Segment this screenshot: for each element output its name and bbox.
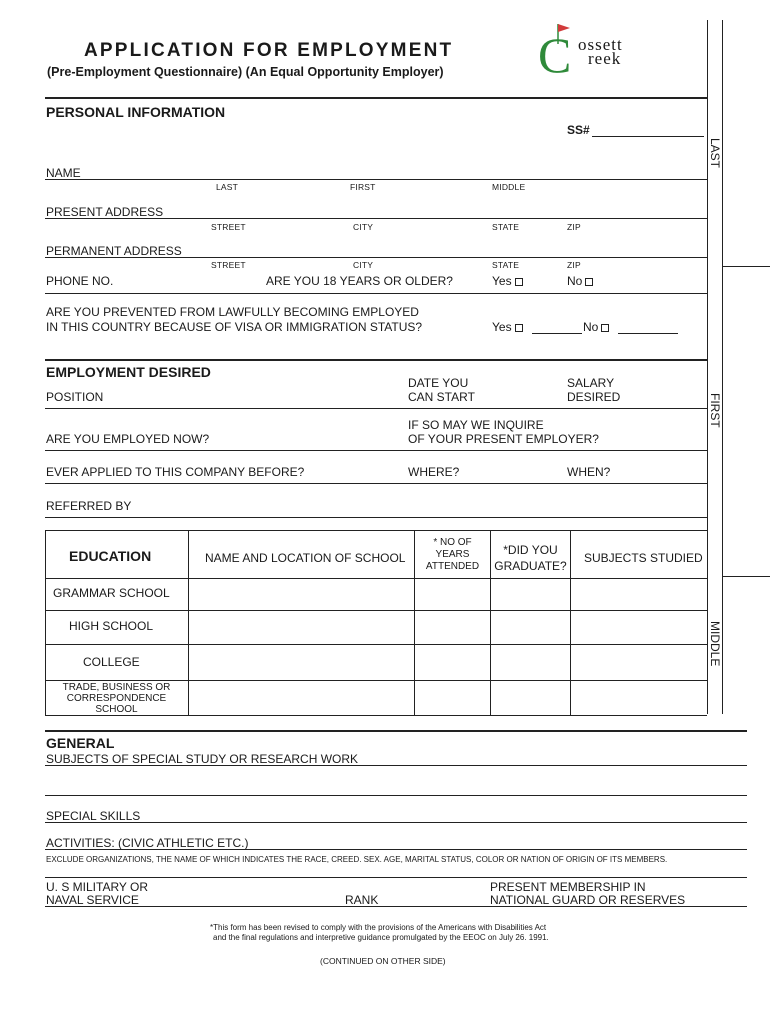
visa-no-field[interactable] xyxy=(618,333,678,334)
divider xyxy=(45,730,747,732)
position-label: POSITION xyxy=(46,390,104,404)
ss-label: SS# xyxy=(567,123,590,137)
present-sub-street: STREET xyxy=(211,222,246,232)
ss-field[interactable] xyxy=(592,136,704,137)
side-label-last: LAST xyxy=(708,138,722,169)
permanent-address-label: PERMANENT ADDRESS xyxy=(46,244,182,258)
name-field[interactable] xyxy=(45,179,707,180)
referred-by-field[interactable] xyxy=(45,517,707,518)
section-personal: PERSONAL INFORMATION xyxy=(46,104,226,120)
employed-now-label: ARE YOU EMPLOYED NOW? xyxy=(46,432,210,446)
inquire-label-2: OF YOUR PRESENT EMPLOYER? xyxy=(408,432,599,446)
continued-note: (CONTINUED ON OTHER SIDE) xyxy=(320,956,446,966)
present-sub-city: CITY xyxy=(353,222,374,232)
logo-big-c: C xyxy=(538,27,572,83)
age-yes-option[interactable] xyxy=(492,274,523,288)
visa-question-line2: IN THIS COUNTRY BECAUSE OF VISA OR IMMIGRATION STATUS? xyxy=(46,320,423,334)
company-logo xyxy=(538,20,668,82)
logo-line1: ossett xyxy=(578,35,623,54)
age-no-option[interactable] xyxy=(567,274,593,288)
col-subjects-header: SUBJECTS STUDIED xyxy=(584,551,703,565)
section-employment: EMPLOYMENT DESIRED xyxy=(46,364,211,380)
table-border xyxy=(45,715,707,716)
military-label-1: U. S MILITARY OR xyxy=(46,880,149,894)
permanent-sub-city: CITY xyxy=(353,260,374,270)
special-skills-field[interactable] xyxy=(45,822,747,823)
table-border xyxy=(570,530,571,716)
education-table xyxy=(45,530,707,716)
form-subtitle: (Pre-Employment Questionnaire) (An Equal Opportunity Employer) xyxy=(47,65,444,79)
fold-mark xyxy=(722,266,770,267)
exclude-note: EXCLUDE ORGANIZATIONS, THE NAME OF WHICH INDICATES THE RACE, CREED. SEX. AGE, MARITAL STATUS, COLOR OR NATION OF ORIGIN OF ITS MEMBERS. xyxy=(46,855,668,864)
visa-no-label: No xyxy=(583,320,599,334)
permanent-sub-street: STREET xyxy=(211,260,246,270)
fold-mark xyxy=(722,576,770,577)
table-border xyxy=(188,530,189,716)
age-no-label: No xyxy=(567,274,583,288)
special-study-field[interactable] xyxy=(45,765,747,766)
permanent-sub-zip: ZIP xyxy=(567,260,581,270)
col-years-line1: * NO OF xyxy=(433,537,472,548)
table-border xyxy=(45,578,707,579)
present-address-field[interactable] xyxy=(45,218,707,219)
name-sub-last: LAST xyxy=(216,182,239,192)
referred-by-label: REFERRED BY xyxy=(46,499,132,513)
ada-note-line2: and the final regulations and interpretive guidance promulgated by the EEOC on July 26. 1991. xyxy=(213,933,549,942)
where-label: WHERE? xyxy=(408,465,460,479)
inquire-label-1: IF SO MAY WE INQUIRE xyxy=(408,418,544,432)
name-sub-first: FIRST xyxy=(350,182,376,192)
visa-no-checkbox[interactable] xyxy=(601,324,609,332)
row-trade-line1: TRADE, BUSINESS OR xyxy=(62,682,171,693)
col-graduate-line1: *DID YOU xyxy=(503,543,558,557)
table-border xyxy=(45,610,707,611)
divider xyxy=(45,97,707,99)
row-trade-school xyxy=(46,682,187,715)
special-skills-label: SPECIAL SKILLS xyxy=(46,809,141,823)
employed-now-field[interactable] xyxy=(45,450,707,451)
age-yes-checkbox[interactable] xyxy=(515,278,523,286)
row-college: COLLEGE xyxy=(83,655,140,669)
activities-field[interactable] xyxy=(45,849,747,850)
present-address-label: PRESENT ADDRESS xyxy=(46,205,164,219)
ada-note-line1: *This form has been revised to comply with the provisions of the Americans with Disabilities Act xyxy=(210,923,547,932)
salary-label-1: SALARY xyxy=(567,376,615,390)
present-sub-zip: ZIP xyxy=(567,222,581,232)
salary-label-2: DESIRED xyxy=(567,390,621,404)
right-margin-line-outer xyxy=(722,20,723,714)
special-study-label: SUBJECTS OF SPECIAL STUDY OR RESEARCH WORK xyxy=(46,752,359,766)
rank-label: RANK xyxy=(345,893,379,907)
activities-label: ACTIVITIES: (CIVIC ATHLETIC ETC.) xyxy=(46,836,249,850)
col-years-line2: YEARS xyxy=(435,549,470,560)
phone-label: PHONE NO. xyxy=(46,274,114,288)
age-yes-label: Yes xyxy=(492,274,512,288)
position-field[interactable] xyxy=(45,408,707,409)
visa-yes-checkbox[interactable] xyxy=(515,324,523,332)
col-years-header xyxy=(415,537,490,573)
form-title: APPLICATION FOR EMPLOYMENT xyxy=(84,40,454,61)
logo-line2: reek xyxy=(588,49,622,68)
special-study-field-2[interactable] xyxy=(45,795,747,796)
visa-yes-field[interactable] xyxy=(532,333,582,334)
row-trade-line2: CORRESPONDENCE xyxy=(66,693,167,704)
permanent-sub-state: STATE xyxy=(492,260,520,270)
col-graduate-header xyxy=(491,542,570,574)
section-education: EDUCATION xyxy=(69,548,152,564)
row-trade-line3: SCHOOL xyxy=(95,704,138,715)
row-grammar-school: GRAMMAR SCHOOL xyxy=(53,586,170,600)
military-field[interactable] xyxy=(45,906,747,907)
divider xyxy=(45,359,707,361)
guard-label-1: PRESENT MEMBERSHIP IN xyxy=(490,880,646,894)
col-school-header: NAME AND LOCATION OF SCHOOL xyxy=(205,551,406,565)
age-no-checkbox[interactable] xyxy=(585,278,593,286)
start-date-label-1: DATE YOU xyxy=(408,376,469,390)
age-question: ARE YOU 18 YEARS OR OLDER? xyxy=(266,274,453,288)
divider xyxy=(45,877,747,878)
col-years-line3: ATTENDED xyxy=(425,561,480,572)
table-border xyxy=(45,644,707,645)
permanent-address-field[interactable] xyxy=(45,257,707,258)
col-graduate-line2: GRADUATE? xyxy=(494,559,567,573)
section-general: GENERAL xyxy=(46,735,115,751)
applied-before-field[interactable] xyxy=(45,483,707,484)
side-label-first: FIRST xyxy=(708,393,722,428)
row-high-school: HIGH SCHOOL xyxy=(69,619,154,633)
side-label-middle: MIDDLE xyxy=(708,621,722,667)
divider xyxy=(45,293,707,294)
applied-before-label: EVER APPLIED TO THIS COMPANY BEFORE? xyxy=(46,465,305,479)
name-sub-middle: MIDDLE xyxy=(492,182,526,192)
table-border xyxy=(45,680,707,681)
name-label: NAME xyxy=(46,166,81,180)
start-date-label-2: CAN START xyxy=(408,390,475,404)
visa-no-option[interactable] xyxy=(583,320,609,334)
table-border xyxy=(45,530,707,531)
when-label: WHEN? xyxy=(567,465,611,479)
present-sub-state: STATE xyxy=(492,222,520,232)
military-label-2: NAVAL SERVICE xyxy=(46,893,139,907)
visa-yes-option[interactable] xyxy=(492,320,523,334)
right-margin-line xyxy=(707,20,708,714)
visa-yes-label: Yes xyxy=(492,320,512,334)
guard-label-2: NATIONAL GUARD OR RESERVES xyxy=(490,893,686,907)
visa-question-line1: ARE YOU PREVENTED FROM LAWFULLY BECOMING EMPLOYED xyxy=(46,305,419,319)
